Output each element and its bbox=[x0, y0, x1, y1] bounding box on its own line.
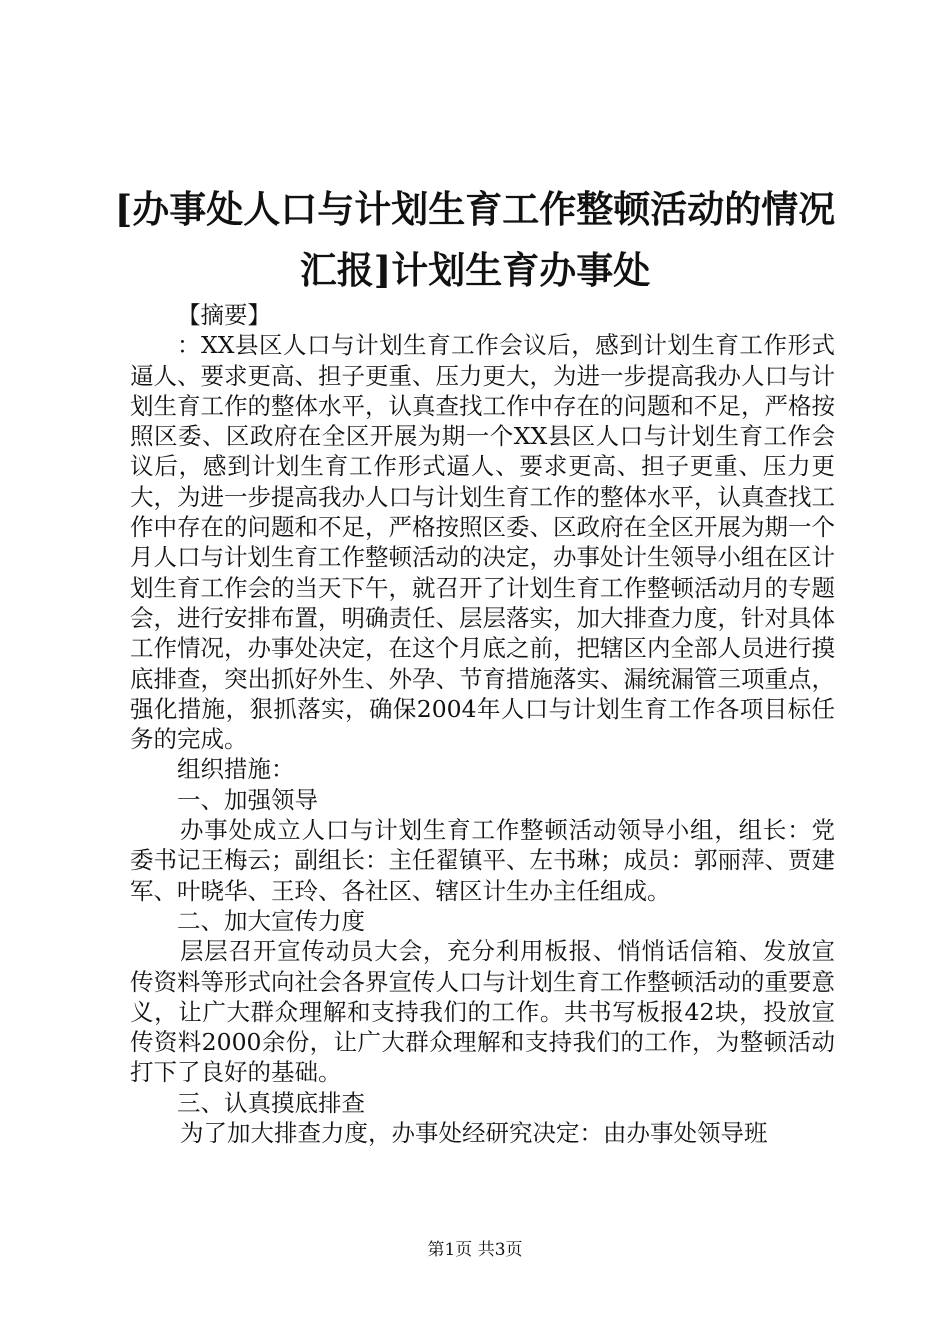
abstract-heading: 【摘要】 bbox=[177, 301, 271, 329]
section-3-heading: 三、认真摸底排查 bbox=[177, 1088, 365, 1117]
document-body bbox=[130, 300, 835, 1148]
org-measures-heading: 组织措施： bbox=[177, 755, 295, 784]
section-2-paragraph: 层层召开宣传动员大会，充分利用板报、悄悄话信箱、发放宣传资料等形式向社会各界宣传人口与计划生育工作整顿活动的重要意义，让广大群众理解和支持我们的工作。共书写板报42块，投放宣传资料2000余份，让广大群众理解和支持我们的工作，为整顿活动打下了良好的基础。 bbox=[130, 937, 835, 1087]
section-1-heading: 一、加强领导 bbox=[177, 785, 318, 814]
document-title-line-2: 汇报]计划生育办事处 bbox=[299, 248, 651, 292]
section-2-heading: 二、加大宣传力度 bbox=[177, 906, 365, 935]
page-number-footer: 第1页 共3页 bbox=[427, 1240, 523, 1260]
section-1-paragraph: 办事处成立人口与计划生育工作整顿活动领导小组，组长：党委书记王梅云；副组长：主任翟镇平、左书琳；成员：郭丽萍、贾建军、叶晓华、王玲、各社区、辖区计生办主任组成。 bbox=[130, 816, 835, 905]
section-3-paragraph: 为了加大排查力度，办事处经研究决定：由办事处领导班 bbox=[180, 1119, 768, 1148]
abstract-paragraph: ：XX县区人口与计划生育工作会议后，感到计划生育工作形式逼人、要求更高、担子更重、压力更大，为进一步提高我办人口与计划生育工作的整体水平，认真查找工作中存在的问题和不足，严格按照区委、区政府在全区开展为期一个XX县区人口与计划生育工作会议后，感到计划生育工作形式逼人、要求更高、担子更重、压力更大，为进一步提高我办人口与计划生育工作的整体水平，认真查找工作中存在的问题和不足，严格按照区委、区政府在全区开展为期一个月人口与计划生育工作整顿活动的决定，办事处计生领导小组在区计划生育工作会的当天下午，就召开了计划生育工作整顿活动月的专题会，进行安排布置，明确责任、层层落实，加大排查力度，针对具体工作情况，办事处决定，在这个月底之前，把辖区内全部人员进行摸底排查，突出抓好外生、外孕、节育措施落实、漏统漏管三项重点，强化措施，狠抓落实，确保2004年人口与计划生育工作各项目标任务的完成。 bbox=[130, 331, 835, 754]
document-title-line-1: [办事处人口与计划生育工作整顿活动的情况 bbox=[114, 187, 836, 231]
